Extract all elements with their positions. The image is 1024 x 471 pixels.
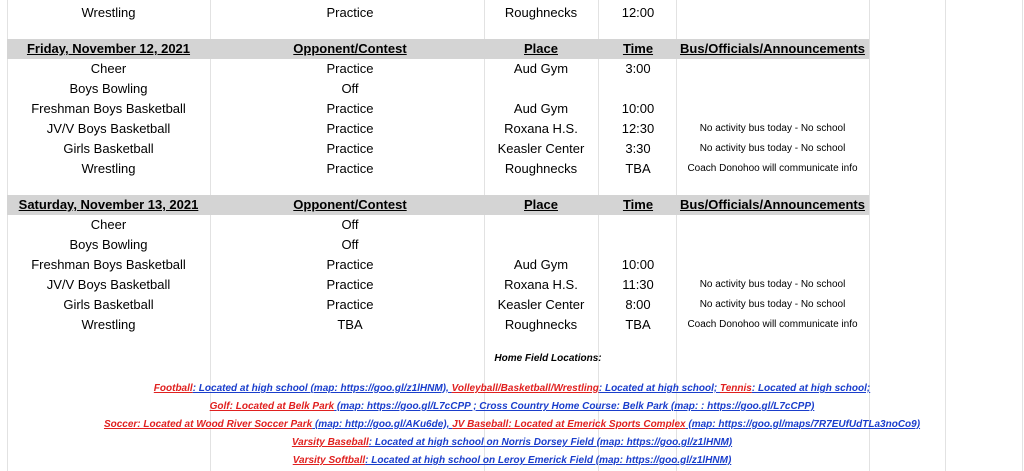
notes-cell xyxy=(676,59,869,79)
time-cell: 3:30 xyxy=(625,141,651,156)
location-detail-link[interactable]: : Located at high school on Leroy Emerick Field (map: https://goo.gl/z1lHNM) xyxy=(365,455,732,466)
time-cell: 11:30 xyxy=(622,277,654,292)
section-header-saturday xyxy=(0,195,1024,215)
place-cell: Roughnecks xyxy=(504,317,578,332)
table-row xyxy=(0,139,1024,159)
table-row xyxy=(0,99,1024,119)
time-cell: 10:00 xyxy=(621,257,655,272)
location-sport-label: Varsity Softball xyxy=(292,455,366,466)
opponent-header: Opponent/Contest xyxy=(293,41,407,56)
sport-cell: Boys Bowling xyxy=(69,237,148,252)
notes-cell: No activity bus today - No school xyxy=(699,143,846,154)
table-row xyxy=(0,119,1024,139)
sport-cell: JV/V Boys Basketball xyxy=(46,121,171,136)
place-cell: Aud Gym xyxy=(513,257,569,272)
table-row xyxy=(0,159,1024,179)
notes-cell xyxy=(676,235,869,255)
location-detail-link[interactable]: : Located at high school on Norris Dorsey Field (map: https://goo.gl/z1lHNM) xyxy=(368,437,733,448)
location-sport-label: Varsity Baseball xyxy=(291,437,369,448)
opponent-cell: Practice xyxy=(326,121,374,136)
table-row xyxy=(0,3,1024,23)
time-cell: 3:00 xyxy=(625,61,651,76)
opponent-cell: Practice xyxy=(326,161,374,176)
locations-line xyxy=(0,398,1024,416)
table-row xyxy=(0,275,1024,295)
time-cell: TBA xyxy=(625,161,651,176)
table-row xyxy=(0,59,1024,79)
location-detail-link[interactable]: : Located at high school; xyxy=(598,383,720,394)
locations-line xyxy=(0,416,1024,434)
time-cell: 12:30 xyxy=(621,121,655,136)
location-detail-link[interactable]: : Located at high school (map: https://goo.gl/z1lHNM), xyxy=(192,383,452,394)
locations-title: Home Field Locations: xyxy=(494,353,602,364)
notes-header: Bus/Officials/Announcements xyxy=(680,197,865,212)
date-header: Friday, November 12, 2021 xyxy=(26,41,191,56)
place-cell xyxy=(484,215,598,235)
opponent-cell: Practice xyxy=(326,5,374,20)
time-header: Time xyxy=(622,197,654,212)
notes-cell: Coach Donohoo will communicate info xyxy=(687,319,858,330)
sport-cell: Girls Basketball xyxy=(63,297,154,312)
place-cell: Roxana H.S. xyxy=(504,121,578,136)
opponent-cell: Practice xyxy=(326,277,374,292)
location-detail-link[interactable]: (map: https://goo.gl/maps/7R7EUfUdTLa3noCo9) xyxy=(685,419,921,430)
opponent-cell: TBA xyxy=(337,317,363,332)
sport-cell: Wrestling xyxy=(81,317,136,332)
opponent-header: Opponent/Contest xyxy=(293,197,407,212)
sport-cell: Freshman Boys Basketball xyxy=(31,101,186,116)
place-cell: Roughnecks xyxy=(504,5,578,20)
locations-line xyxy=(0,452,1024,470)
section-header-friday xyxy=(0,39,1024,59)
time-cell: 12:00 xyxy=(621,5,655,20)
time-cell: TBA xyxy=(625,317,651,332)
sport-cell: Cheer xyxy=(90,217,127,232)
location-detail-link[interactable]: (map: http://goo.gl/AKu6de), xyxy=(312,419,453,430)
table-row xyxy=(0,315,1024,335)
sport-cell: Wrestling xyxy=(81,5,136,20)
notes-cell: No activity bus today - No school xyxy=(699,299,846,310)
notes-cell: No activity bus today - No school xyxy=(699,279,846,290)
time-header: Time xyxy=(622,41,654,56)
place-header: Place xyxy=(524,41,558,56)
place-cell: Aud Gym xyxy=(513,61,569,76)
location-sport-label: Golf: Located at Belk Park xyxy=(209,401,335,412)
location-sport-label: Tennis xyxy=(719,383,752,394)
opponent-cell: Practice xyxy=(326,101,374,116)
table-row xyxy=(0,255,1024,275)
place-header: Place xyxy=(524,197,558,212)
notes-header: Bus/Officials/Announcements xyxy=(680,41,865,56)
notes-cell xyxy=(676,255,869,275)
location-sport-label: Soccer: Located at Wood River Soccer Park xyxy=(103,419,313,430)
sport-cell: Cheer xyxy=(90,61,127,76)
place-cell: Keasler Center xyxy=(497,141,585,156)
notes-cell xyxy=(676,215,869,235)
location-detail-link[interactable]: (map: https://goo.gl/L7cCPP ; Cross Country Home Course: Belk Park (map: : https://goo.gl/L7cCPP) xyxy=(334,401,815,412)
notes-cell: No activity bus today - No school xyxy=(699,123,846,134)
place-cell: Aud Gym xyxy=(513,101,569,116)
table-row xyxy=(0,295,1024,315)
location-detail-link[interactable]: : Located at high school; xyxy=(751,383,871,394)
place-cell: Roxana H.S. xyxy=(504,277,578,292)
notes-cell: Coach Donohoo will communicate info xyxy=(687,163,858,174)
locations-line xyxy=(0,434,1024,452)
sport-cell: Freshman Boys Basketball xyxy=(31,257,186,272)
opponent-cell: Practice xyxy=(326,257,374,272)
time-cell: 8:00 xyxy=(625,297,651,312)
table-row xyxy=(0,215,1024,235)
time-cell: 10:00 xyxy=(621,101,655,116)
table-row xyxy=(0,235,1024,255)
place-cell: Roughnecks xyxy=(504,161,578,176)
sport-cell: JV/V Boys Basketball xyxy=(46,277,171,292)
time-cell xyxy=(600,215,676,235)
location-sport-label: Volleyball/Basketball/Wrestling xyxy=(451,383,599,394)
table-row xyxy=(0,79,1024,99)
location-sport-label: JV Baseball: Located at Emerick Sports Complex xyxy=(452,419,686,430)
opponent-cell: Off xyxy=(341,217,359,232)
opponent-cell: Off xyxy=(341,81,359,96)
opponent-cell: Practice xyxy=(326,297,374,312)
sport-cell: Boys Bowling xyxy=(69,81,148,96)
sport-cell: Girls Basketball xyxy=(63,141,154,156)
location-sport-label: Football xyxy=(153,383,193,394)
sport-cell: Wrestling xyxy=(81,161,136,176)
locations-line xyxy=(0,380,1024,398)
place-cell xyxy=(484,79,598,99)
opponent-cell: Practice xyxy=(326,141,374,156)
time-cell xyxy=(600,79,676,99)
notes-cell xyxy=(676,79,869,99)
date-header: Saturday, November 13, 2021 xyxy=(18,197,199,212)
place-cell: Keasler Center xyxy=(497,297,585,312)
opponent-cell: Off xyxy=(341,237,359,252)
notes-cell xyxy=(676,99,869,119)
place-cell xyxy=(484,235,598,255)
opponent-cell: Practice xyxy=(326,61,374,76)
time-cell xyxy=(600,235,676,255)
